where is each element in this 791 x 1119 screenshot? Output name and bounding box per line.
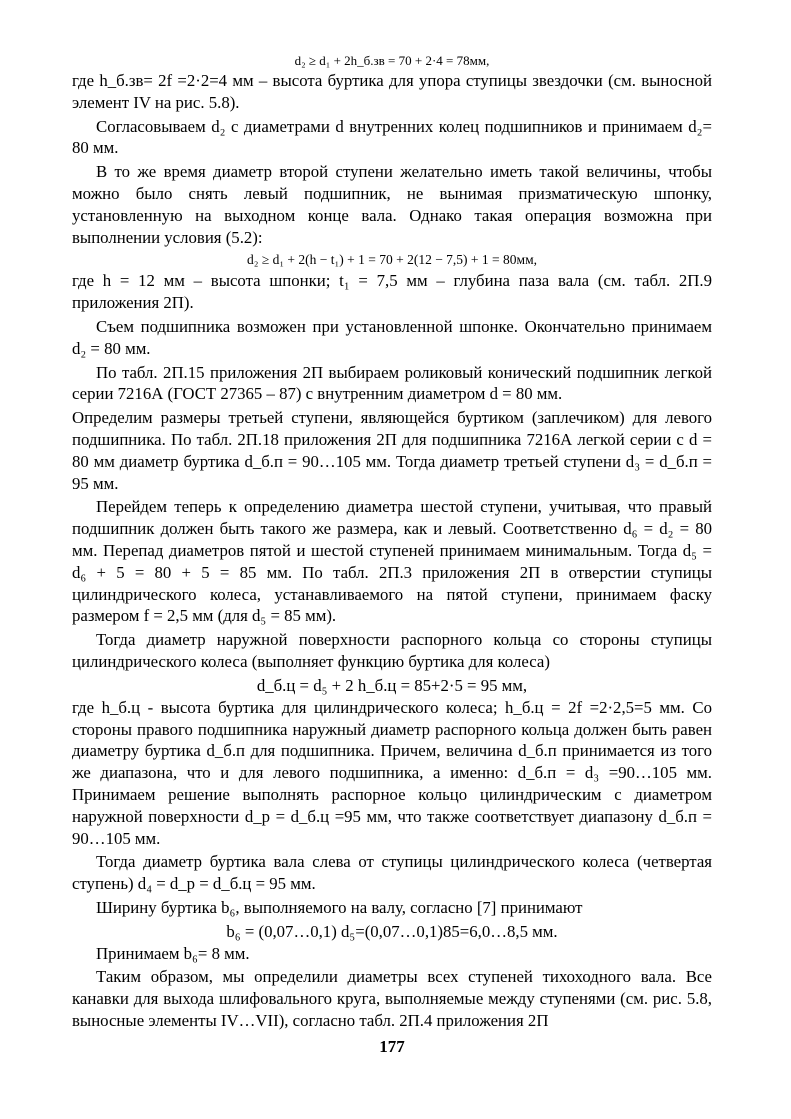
paragraph-b6-accept: Принимаем b₆= 8 мм. — [96, 943, 250, 963]
paragraph-collar-width: Ширину буртика b₆, выполняемого на валу, согласно [7] принимают — [96, 897, 583, 917]
paragraph-second-stage: В то же время диаметр второй ступени желательно иметь такой величины, чтобы можно было снять левый подшипник, не вынимая призматическую шпонку, установленную на выходном конце вала. Однако такая операция возможна при выполнении условия (5.2): — [72, 162, 712, 247]
paragraph-conclusion: Таким образом, мы определили диаметры всех ступеней тихоходного вала. Все канавки для выхода шлифовального круга, выполняемые между ступенями (см. рис. 5.8, выносные элементы IV…VII), согласно табл. 2П.4 приложения 2П — [72, 967, 712, 1031]
paragraph-third-stage: Определим размеры третьей ступени, являющейся буртиком (заплечиком) для левого подшипника. По табл. 2П.18 приложения 2П для подшипника 7216А легкой серии с d = 80 мм диаметр буртика d_б.п = 90…105 мм. Тогда диаметр третьей ступени d₃ = d_б.п = 95 мм. — [72, 408, 712, 493]
page-number: 177 — [379, 1036, 405, 1056]
paragraph-d2-agree: Согласовываем d₂ с диаметрами d внутренних колец подшипников и принимаем d₂= 80 мм. — [72, 116, 712, 158]
paragraph-sixth-stage: Перейдем теперь к определению диаметра шестой ступени, учитывая, что правый подшипник должен быть такого же размера, как и левый. Соответственно d₆ = d₂ = 80 мм. Перепад диаметров пятой и шестой ступеней принимаем минимальным. Тогда d₅ = d₆ + 5 = 80 + 5 = 85 мм. По табл. 2П.3 приложения 2П в отверстии ступицы цилиндрического колеса, устанавливаемого на пятой ступени, принимаем фаску размером f = 2,5 мм (для d₅ = 85 мм). — [72, 497, 712, 626]
formula-d-bc: d_б.ц = d₅ + 2 h_б.ц = 85+2·5 = 95 мм, — [256, 675, 528, 695]
paragraph-bearing-select: По табл. 2П.15 приложения 2П выбираем роликовый конический подшипник легкой серии 7216А (ГОСТ 27365 – 87) с внутренним диаметром d = 80 мм. — [72, 362, 712, 404]
paragraph-h-bzv: где h_б.зв= 2f =2·2=4 мм – высота буртика для упора ступицы звездочки (см. выносной элемент IV на рис. 5.8). — [72, 71, 712, 112]
document-page — [72, 52, 712, 1056]
paragraph-spacer-ring: Тогда диаметр наружной поверхности распорного кольца со стороны ступицы цилиндрического колеса (выполняет функцию буртика для колеса) — [72, 630, 712, 671]
formula-b6: b₆ = (0,07…0,1) d₅=(0,07…0,1)85=6,0…8,5 мм. — [226, 921, 558, 941]
paragraph-key-height: где h = 12 мм – высота шпонки; t₁ = 7,5 мм – глубина паза вала (см. табл. 2П.9 приложения 2П). — [72, 271, 712, 313]
paragraph-bearing-removal: Съем подшипника возможен при установленной шпонке. Окончательно принимаем d₂ = 80 мм. — [72, 316, 712, 358]
formula-d2-condition: d₂ ≥ d₁ + 2(h − t₁) + 1 = 70 + 2(12 − 7,5) + 1 = 80мм, — [246, 252, 537, 268]
formula-d2-first: d₂ ≥ d₁ + 2h_б.зв = 70 + 2·4 = 78мм, — [294, 53, 490, 68]
paragraph-collar-height: где h_б.ц - высота буртика для цилиндрического колеса; h_б.ц = 2f =2·2,5=5 мм. Со стороны правого подшипника наружный диаметр распорного кольца должен быть равен диаметру буртика d_б.п для подшипника. Причем, величина d_б.п принимается из того же диапазона, что и для левого подшипника, а именно: d_б.п = d₃ =90…105 мм. Принимаем решение выполнять распорное кольцо цилиндрическим с диаметром наружной поверхности d_р = d_б.ц =95 мм, что также соответствует диапазону d_б.п = 90…105 мм. — [72, 697, 712, 848]
paragraph-fourth-stage: Тогда диаметр буртика вала слева от ступицы цилиндрического колеса (четвертая ступень) d₄ = d_р = d_б.ц = 95 мм. — [72, 852, 712, 894]
